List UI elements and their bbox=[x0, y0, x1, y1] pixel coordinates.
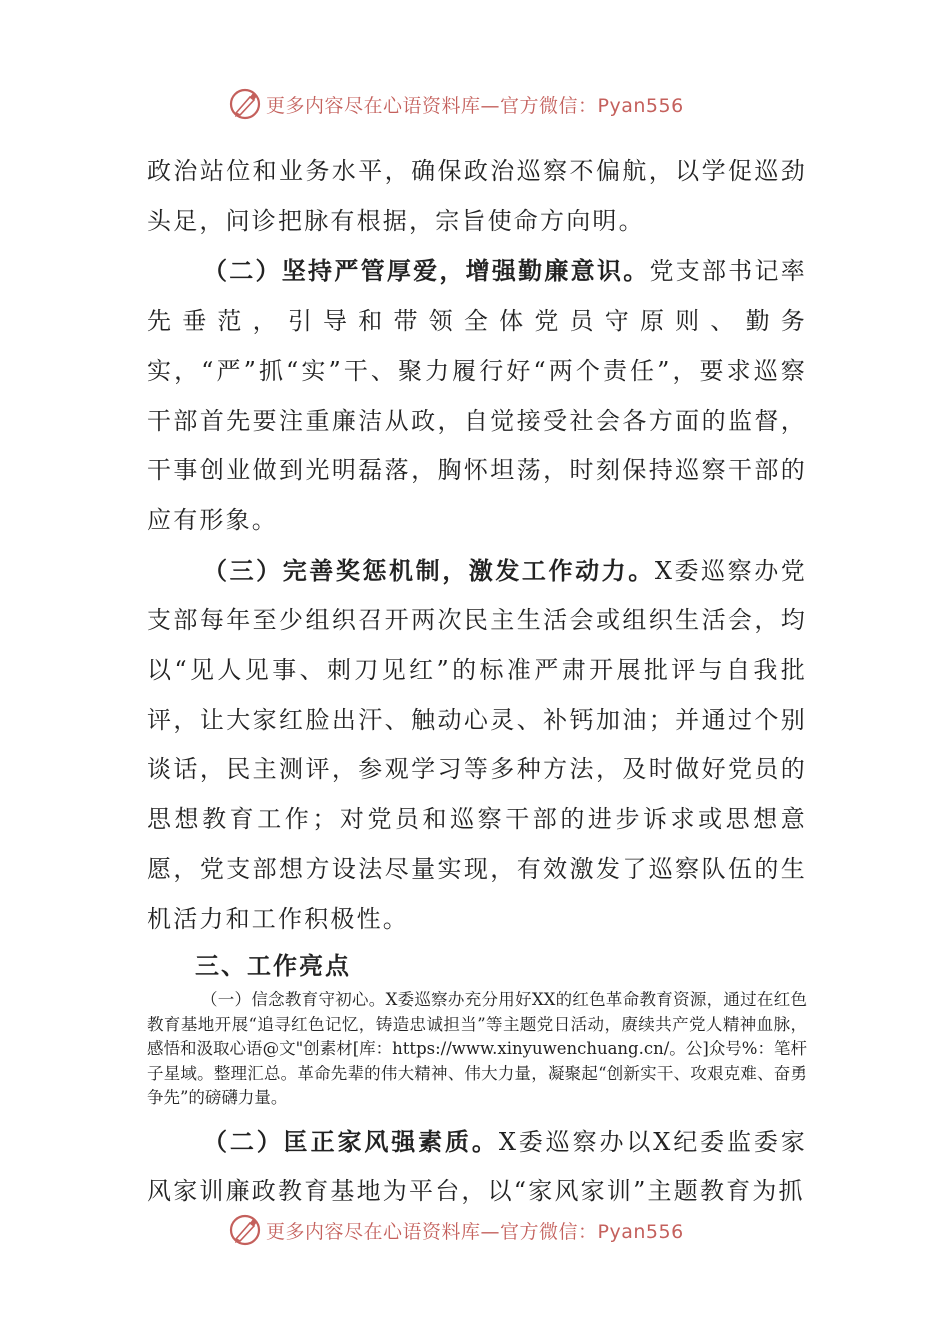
footer-banner bbox=[228, 1210, 748, 1250]
paragraph-small-faith-education: （一）信念教育守初心。X委巡察办充分用好XX的红色革命教育资源，通过在红色教育基地开展“追寻红色记忆，铸造忠诚担当”等主题党日活动，赓续共产党人精神血脉，感悟和汲取心语@文"创素材[库：https://www.xinyuwenchuang.cn/。公]众号%：笔杆子星域。整理汇总。革命先辈的伟大精神、伟大力量，凝聚起“创新实干、攻艰克难、奋勇争先”的磅礴力量。 bbox=[147, 990, 807, 1108]
paragraph-text: X委巡察办党支部每年至少组织召开两次民主生活会或组织生活会，均以“见人见事、刺刀见红”的标准严肃开展批评与自我批评，让大家红脸出汗、触动心灵、补钙加油；并通过个别谈话，民主测评，参观学习等多种方法，及时做好党员的思想教育工作；对党员和巡察干部的进步诉求或思想意愿，党支部想方设法尽量实现，有效激发了巡察队伍的生机活力和工作积极性。 bbox=[147, 556, 807, 933]
banner-text: 更多内容尽在心语资料库—官方微信：Pyan556 bbox=[266, 1220, 684, 1243]
pen-logo-icon bbox=[228, 1213, 262, 1247]
banner-text: 更多内容尽在心语资料库—官方微信：Pyan556 bbox=[266, 94, 684, 117]
paragraph-text: X委巡察办以X纪委监委家风家训廉政教育基地为平台，以“家风家训”主题教育为抓 bbox=[147, 1127, 807, 1206]
paragraph-title: （二）匡正家风强素质。 bbox=[203, 1126, 499, 1156]
paragraph-title: （二）坚持严管厚爱，增强勤廉意识。 bbox=[203, 256, 650, 286]
paragraph-family-style bbox=[147, 1117, 807, 1217]
paragraph-continued: 政治站位和业务水平，确保政治巡察不偏航，以学促巡劲头足，问诊把脉有根据，宗旨使命方向明。 bbox=[147, 157, 807, 235]
paragraph-title: （三）完善奖惩机制，激发工作动力。 bbox=[203, 555, 655, 585]
paragraph-strict-management bbox=[147, 246, 807, 545]
document-body bbox=[147, 147, 807, 1217]
section-heading: 三、工作亮点 bbox=[195, 951, 351, 981]
header-banner bbox=[228, 84, 748, 124]
paragraph-reward-mechanism bbox=[147, 546, 807, 945]
paragraph-text: 党支部书记率先垂范，引导和带领全体党员守原则、勤务实，“严”抓“实”干、聚力履行好“两个责任”，要求巡察干部首先要注重廉洁从政，自觉接受社会各方面的监督，干事创业做到光明磊落，胸怀坦荡，时刻保持巡察干部的应有形象。 bbox=[147, 257, 808, 534]
pen-logo-icon bbox=[228, 87, 262, 121]
